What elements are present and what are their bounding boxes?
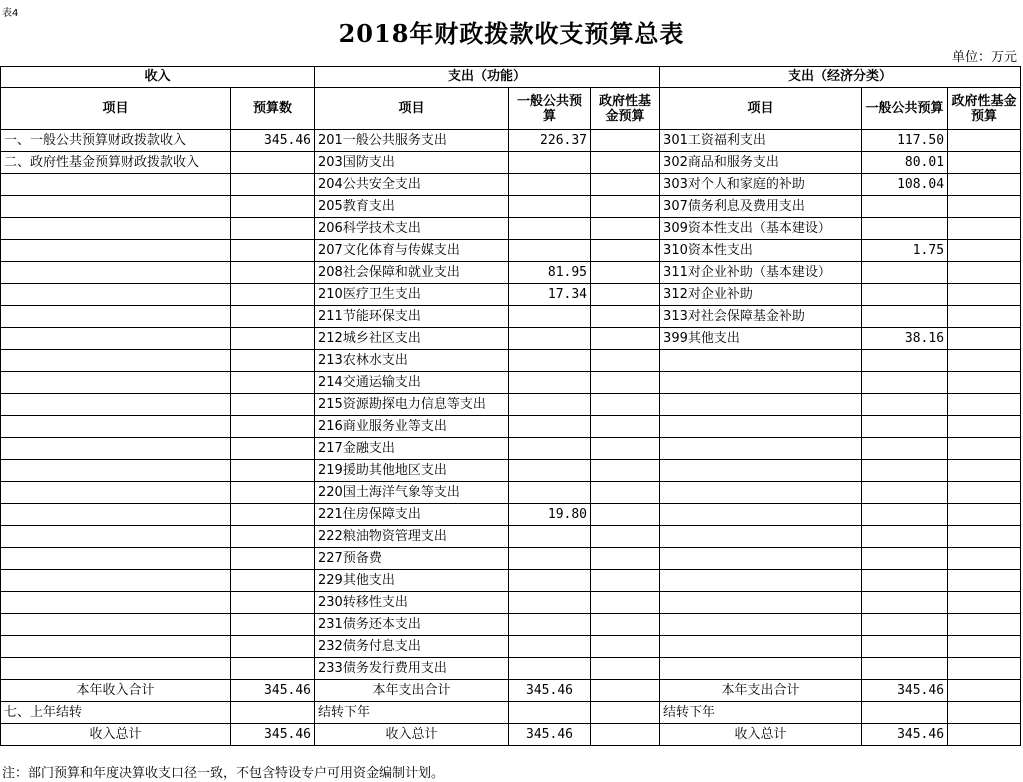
cell-income-item bbox=[1, 614, 231, 636]
cell-func-item: 204公共安全支出 bbox=[315, 174, 509, 196]
cell-econ-gov-fund bbox=[948, 240, 1021, 262]
cell-income-amount bbox=[231, 196, 315, 218]
cell-func-gov-fund bbox=[591, 614, 660, 636]
cell-income-amount bbox=[231, 636, 315, 658]
cell-func-gov-fund bbox=[591, 570, 660, 592]
cell-func-general bbox=[509, 614, 591, 636]
cell-econ-general: 108.04 bbox=[862, 174, 948, 196]
header-econ-item: 项目 bbox=[660, 88, 862, 130]
table-row bbox=[1, 548, 1021, 570]
carry-func-amount bbox=[509, 702, 591, 724]
cell-income-amount bbox=[231, 152, 315, 174]
unit-label: 单位：万元 bbox=[951, 50, 1017, 65]
cell-income-amount bbox=[231, 328, 315, 350]
cell-econ-item bbox=[660, 394, 862, 416]
cell-func-item: 207文化体育与传媒支出 bbox=[315, 240, 509, 262]
header-row-columns bbox=[1, 88, 1021, 130]
grand-func-gov-fund bbox=[591, 724, 660, 746]
cell-income-item bbox=[1, 306, 231, 328]
cell-econ-gov-fund bbox=[948, 416, 1021, 438]
cell-func-gov-fund bbox=[591, 394, 660, 416]
cell-func-general bbox=[509, 482, 591, 504]
grand-econ-gov-fund bbox=[948, 724, 1021, 746]
table-row bbox=[1, 372, 1021, 394]
cell-func-gov-fund bbox=[591, 526, 660, 548]
cell-income-amount bbox=[231, 262, 315, 284]
cell-income-item bbox=[1, 350, 231, 372]
grand-total-row bbox=[1, 724, 1021, 746]
cell-econ-general bbox=[862, 306, 948, 328]
table-row bbox=[1, 636, 1021, 658]
cell-econ-general bbox=[862, 548, 948, 570]
cell-econ-gov-fund bbox=[948, 350, 1021, 372]
footnote: 注：部门预算和年度决算收支口径一致，不包含特设专户可用资金编制计划。 bbox=[2, 766, 445, 781]
cell-func-general bbox=[509, 460, 591, 482]
cell-func-general bbox=[509, 438, 591, 460]
cell-func-item: 217金融支出 bbox=[315, 438, 509, 460]
cell-econ-item: 307债务利息及费用支出 bbox=[660, 196, 862, 218]
cell-income-amount bbox=[231, 548, 315, 570]
cell-func-item: 210医疗卫生支出 bbox=[315, 284, 509, 306]
cell-income-item bbox=[1, 438, 231, 460]
cell-income-amount bbox=[231, 416, 315, 438]
year-total-row bbox=[1, 680, 1021, 702]
cell-func-gov-fund bbox=[591, 284, 660, 306]
cell-econ-item bbox=[660, 504, 862, 526]
cell-func-general bbox=[509, 416, 591, 438]
carry-row bbox=[1, 702, 1021, 724]
cell-income-amount bbox=[231, 482, 315, 504]
cell-income-amount bbox=[231, 570, 315, 592]
cell-income-amount bbox=[231, 306, 315, 328]
cell-econ-item bbox=[660, 372, 862, 394]
cell-econ-general bbox=[862, 504, 948, 526]
cell-func-general bbox=[509, 636, 591, 658]
year-income-amount: 345.46 bbox=[231, 680, 315, 702]
cell-econ-general bbox=[862, 262, 948, 284]
cell-income-amount bbox=[231, 372, 315, 394]
cell-econ-gov-fund bbox=[948, 174, 1021, 196]
cell-func-general bbox=[509, 548, 591, 570]
cell-econ-gov-fund bbox=[948, 218, 1021, 240]
cell-income-amount bbox=[231, 504, 315, 526]
cell-func-item: 221住房保障支出 bbox=[315, 504, 509, 526]
cell-econ-general bbox=[862, 196, 948, 218]
cell-income-item bbox=[1, 240, 231, 262]
cell-income-item bbox=[1, 460, 231, 482]
cell-income-item bbox=[1, 372, 231, 394]
cell-econ-gov-fund bbox=[948, 394, 1021, 416]
cell-func-item: 219援助其他地区支出 bbox=[315, 460, 509, 482]
table-row bbox=[1, 614, 1021, 636]
table-row bbox=[1, 328, 1021, 350]
cell-func-general bbox=[509, 372, 591, 394]
cell-econ-gov-fund bbox=[948, 306, 1021, 328]
prior-balance-amount bbox=[231, 702, 315, 724]
cell-econ-general bbox=[862, 526, 948, 548]
cell-func-general bbox=[509, 240, 591, 262]
cell-income-item bbox=[1, 174, 231, 196]
cell-econ-item bbox=[660, 592, 862, 614]
table-row bbox=[1, 174, 1021, 196]
cell-func-general: 17.34 bbox=[509, 284, 591, 306]
cell-econ-general bbox=[862, 570, 948, 592]
cell-income-amount bbox=[231, 218, 315, 240]
carry-econ-gov-fund bbox=[948, 702, 1021, 724]
year-func-label: 本年支出合计 bbox=[315, 680, 509, 702]
cell-econ-gov-fund bbox=[948, 438, 1021, 460]
header-econ-general: 一般公共预算 bbox=[862, 88, 948, 130]
cell-econ-gov-fund bbox=[948, 526, 1021, 548]
year-econ-amount: 345.46 bbox=[862, 680, 948, 702]
table-row bbox=[1, 350, 1021, 372]
cell-func-item: 220国土海洋气象等支出 bbox=[315, 482, 509, 504]
cell-econ-gov-fund bbox=[948, 482, 1021, 504]
cell-econ-gov-fund bbox=[948, 504, 1021, 526]
table-row bbox=[1, 394, 1021, 416]
cell-econ-general: 1.75 bbox=[862, 240, 948, 262]
cell-income-item bbox=[1, 262, 231, 284]
cell-econ-general bbox=[862, 592, 948, 614]
cell-func-general bbox=[509, 152, 591, 174]
cell-func-item: 216商业服务业等支出 bbox=[315, 416, 509, 438]
header-income: 收入 bbox=[1, 67, 315, 88]
cell-func-general bbox=[509, 526, 591, 548]
cell-func-gov-fund bbox=[591, 636, 660, 658]
table-row bbox=[1, 592, 1021, 614]
cell-econ-general: 80.01 bbox=[862, 152, 948, 174]
grand-func-amount: 345.46 bbox=[509, 724, 591, 746]
grand-func-label: 收入总计 bbox=[315, 724, 509, 746]
cell-econ-general bbox=[862, 614, 948, 636]
cell-func-general bbox=[509, 350, 591, 372]
cell-income-item: 一、一般公共预算财政拨款收入 bbox=[1, 130, 231, 152]
cell-econ-item bbox=[660, 416, 862, 438]
table-row bbox=[1, 130, 1021, 152]
cell-econ-gov-fund bbox=[948, 152, 1021, 174]
cell-econ-general bbox=[862, 350, 948, 372]
cell-func-gov-fund bbox=[591, 504, 660, 526]
year-econ-label: 本年支出合计 bbox=[660, 680, 862, 702]
cell-func-item: 214交通运输支出 bbox=[315, 372, 509, 394]
cell-econ-general bbox=[862, 636, 948, 658]
cell-func-item: 206科学技术支出 bbox=[315, 218, 509, 240]
cell-income-amount bbox=[231, 240, 315, 262]
cell-income-item bbox=[1, 218, 231, 240]
cell-income-item bbox=[1, 570, 231, 592]
cell-econ-gov-fund bbox=[948, 592, 1021, 614]
budget-table bbox=[0, 66, 1021, 746]
table-row bbox=[1, 152, 1021, 174]
cell-econ-gov-fund bbox=[948, 262, 1021, 284]
cell-func-general bbox=[509, 328, 591, 350]
cell-econ-gov-fund bbox=[948, 658, 1021, 680]
cell-econ-gov-fund bbox=[948, 196, 1021, 218]
cell-func-item: 201一般公共服务支出 bbox=[315, 130, 509, 152]
cell-income-amount bbox=[231, 592, 315, 614]
cell-econ-item: 313对社会保障基金补助 bbox=[660, 306, 862, 328]
header-income-item: 项目 bbox=[1, 88, 231, 130]
cell-econ-item bbox=[660, 658, 862, 680]
carry-func-gov-fund bbox=[591, 702, 660, 724]
header-econ-gov-fund: 政府性基金预算 bbox=[948, 88, 1021, 130]
cell-income-item bbox=[1, 548, 231, 570]
cell-econ-item bbox=[660, 614, 862, 636]
cell-func-item: 212城乡社区支出 bbox=[315, 328, 509, 350]
cell-econ-item bbox=[660, 460, 862, 482]
cell-income-item bbox=[1, 482, 231, 504]
year-income-label: 本年收入合计 bbox=[1, 680, 231, 702]
cell-econ-gov-fund bbox=[948, 636, 1021, 658]
year-econ-gov-fund bbox=[948, 680, 1021, 702]
table-row bbox=[1, 240, 1021, 262]
cell-func-gov-fund bbox=[591, 174, 660, 196]
grand-econ-label: 收入总计 bbox=[660, 724, 862, 746]
cell-func-gov-fund bbox=[591, 482, 660, 504]
cell-func-item: 233债务发行费用支出 bbox=[315, 658, 509, 680]
cell-func-gov-fund bbox=[591, 196, 660, 218]
cell-func-gov-fund bbox=[591, 240, 660, 262]
cell-func-gov-fund bbox=[591, 218, 660, 240]
cell-func-item: 227预备费 bbox=[315, 548, 509, 570]
cell-func-gov-fund bbox=[591, 658, 660, 680]
table-row bbox=[1, 306, 1021, 328]
cell-income-amount bbox=[231, 438, 315, 460]
cell-func-item: 230转移性支出 bbox=[315, 592, 509, 614]
table-row bbox=[1, 482, 1021, 504]
cell-func-gov-fund bbox=[591, 372, 660, 394]
cell-func-item: 213农林水支出 bbox=[315, 350, 509, 372]
header-func-item: 项目 bbox=[315, 88, 509, 130]
cell-func-general: 19.80 bbox=[509, 504, 591, 526]
header-func-expense: 支出（功能） bbox=[315, 67, 660, 88]
cell-func-gov-fund bbox=[591, 548, 660, 570]
cell-income-amount bbox=[231, 658, 315, 680]
cell-func-item: 205教育支出 bbox=[315, 196, 509, 218]
cell-func-item: 232债务付息支出 bbox=[315, 636, 509, 658]
cell-econ-gov-fund bbox=[948, 130, 1021, 152]
cell-income-item bbox=[1, 658, 231, 680]
cell-func-general bbox=[509, 196, 591, 218]
carry-econ-label: 结转下年 bbox=[660, 702, 862, 724]
cell-econ-gov-fund bbox=[948, 548, 1021, 570]
cell-func-general bbox=[509, 218, 591, 240]
cell-income-item bbox=[1, 328, 231, 350]
cell-econ-item: 399其他支出 bbox=[660, 328, 862, 350]
cell-func-gov-fund bbox=[591, 438, 660, 460]
header-func-gov-fund: 政府性基金预算 bbox=[591, 88, 660, 130]
cell-income-amount bbox=[231, 394, 315, 416]
cell-econ-general: 38.16 bbox=[862, 328, 948, 350]
cell-econ-general bbox=[862, 372, 948, 394]
cell-func-gov-fund bbox=[591, 416, 660, 438]
cell-func-item: 231债务还本支出 bbox=[315, 614, 509, 636]
cell-func-gov-fund bbox=[591, 460, 660, 482]
cell-econ-item bbox=[660, 482, 862, 504]
cell-econ-gov-fund bbox=[948, 372, 1021, 394]
cell-func-item: 215资源勘探电力信息等支出 bbox=[315, 394, 509, 416]
cell-econ-item: 301工资福利支出 bbox=[660, 130, 862, 152]
cell-econ-gov-fund bbox=[948, 614, 1021, 636]
sheet-label: 表4 bbox=[2, 8, 19, 19]
cell-income-item: 二、政府性基金预算财政拨款收入 bbox=[1, 152, 231, 174]
cell-econ-item bbox=[660, 438, 862, 460]
cell-econ-general bbox=[862, 658, 948, 680]
header-row-groups bbox=[1, 67, 1021, 88]
cell-econ-item bbox=[660, 636, 862, 658]
cell-func-item: 203国防支出 bbox=[315, 152, 509, 174]
header-income-amount: 预算数 bbox=[231, 88, 315, 130]
grand-econ-amount: 345.46 bbox=[862, 724, 948, 746]
cell-income-amount bbox=[231, 174, 315, 196]
cell-econ-item: 303对个人和家庭的补助 bbox=[660, 174, 862, 196]
table-row bbox=[1, 526, 1021, 548]
cell-income-item bbox=[1, 504, 231, 526]
cell-econ-item bbox=[660, 548, 862, 570]
cell-func-general bbox=[509, 658, 591, 680]
cell-func-general: 81.95 bbox=[509, 262, 591, 284]
page-title: 2018年财政拨款收支预算总表 bbox=[338, 19, 685, 48]
cell-econ-item: 310资本性支出 bbox=[660, 240, 862, 262]
cell-func-gov-fund bbox=[591, 130, 660, 152]
table-row bbox=[1, 460, 1021, 482]
cell-econ-gov-fund bbox=[948, 284, 1021, 306]
cell-income-amount bbox=[231, 526, 315, 548]
cell-econ-gov-fund bbox=[948, 328, 1021, 350]
cell-econ-item: 311对企业补助（基本建设） bbox=[660, 262, 862, 284]
cell-func-general: 226.37 bbox=[509, 130, 591, 152]
cell-func-general bbox=[509, 570, 591, 592]
cell-func-item: 208社会保障和就业支出 bbox=[315, 262, 509, 284]
cell-income-amount bbox=[231, 614, 315, 636]
cell-income-item bbox=[1, 636, 231, 658]
cell-econ-general: 117.50 bbox=[862, 130, 948, 152]
cell-func-gov-fund bbox=[591, 262, 660, 284]
cell-func-general bbox=[509, 394, 591, 416]
cell-income-amount bbox=[231, 284, 315, 306]
table-row bbox=[1, 262, 1021, 284]
table-row bbox=[1, 658, 1021, 680]
cell-func-gov-fund bbox=[591, 350, 660, 372]
cell-income-amount: 345.46 bbox=[231, 130, 315, 152]
cell-econ-gov-fund bbox=[948, 460, 1021, 482]
cell-income-item bbox=[1, 284, 231, 306]
cell-econ-item: 309资本性支出（基本建设） bbox=[660, 218, 862, 240]
carry-econ-amount bbox=[862, 702, 948, 724]
cell-econ-general bbox=[862, 284, 948, 306]
cell-income-item bbox=[1, 592, 231, 614]
grand-income-amount: 345.46 bbox=[231, 724, 315, 746]
cell-econ-general bbox=[862, 438, 948, 460]
cell-func-gov-fund bbox=[591, 152, 660, 174]
cell-func-general bbox=[509, 592, 591, 614]
cell-func-general bbox=[509, 306, 591, 328]
cell-func-item: 229其他支出 bbox=[315, 570, 509, 592]
cell-func-item: 222粮油物资管理支出 bbox=[315, 526, 509, 548]
cell-econ-gov-fund bbox=[948, 570, 1021, 592]
table-row bbox=[1, 504, 1021, 526]
grand-income-label: 收入总计 bbox=[1, 724, 231, 746]
prior-balance-label: 七、上年结转 bbox=[1, 702, 231, 724]
year-func-gov-fund bbox=[591, 680, 660, 702]
cell-func-general bbox=[509, 174, 591, 196]
cell-func-item: 211节能环保支出 bbox=[315, 306, 509, 328]
cell-econ-item: 312对企业补助 bbox=[660, 284, 862, 306]
cell-income-amount bbox=[231, 460, 315, 482]
cell-income-item bbox=[1, 526, 231, 548]
cell-income-amount bbox=[231, 350, 315, 372]
cell-func-gov-fund bbox=[591, 592, 660, 614]
table-row bbox=[1, 438, 1021, 460]
cell-econ-general bbox=[862, 482, 948, 504]
table-row bbox=[1, 570, 1021, 592]
table-row bbox=[1, 416, 1021, 438]
cell-income-item bbox=[1, 196, 231, 218]
cell-econ-item bbox=[660, 350, 862, 372]
cell-econ-general bbox=[862, 460, 948, 482]
cell-func-gov-fund bbox=[591, 328, 660, 350]
cell-func-gov-fund bbox=[591, 306, 660, 328]
cell-income-item bbox=[1, 416, 231, 438]
header-econ-expense: 支出（经济分类） bbox=[660, 67, 1021, 88]
cell-econ-general bbox=[862, 416, 948, 438]
table-row bbox=[1, 284, 1021, 306]
cell-econ-general bbox=[862, 218, 948, 240]
cell-income-item bbox=[1, 394, 231, 416]
table-row bbox=[1, 196, 1021, 218]
header-func-general: 一般公共预算 bbox=[509, 88, 591, 130]
cell-econ-item bbox=[660, 526, 862, 548]
table-row bbox=[1, 218, 1021, 240]
cell-econ-general bbox=[862, 394, 948, 416]
year-func-amount: 345.46 bbox=[509, 680, 591, 702]
cell-econ-item: 302商品和服务支出 bbox=[660, 152, 862, 174]
carry-func-label: 结转下年 bbox=[315, 702, 509, 724]
cell-econ-item bbox=[660, 570, 862, 592]
